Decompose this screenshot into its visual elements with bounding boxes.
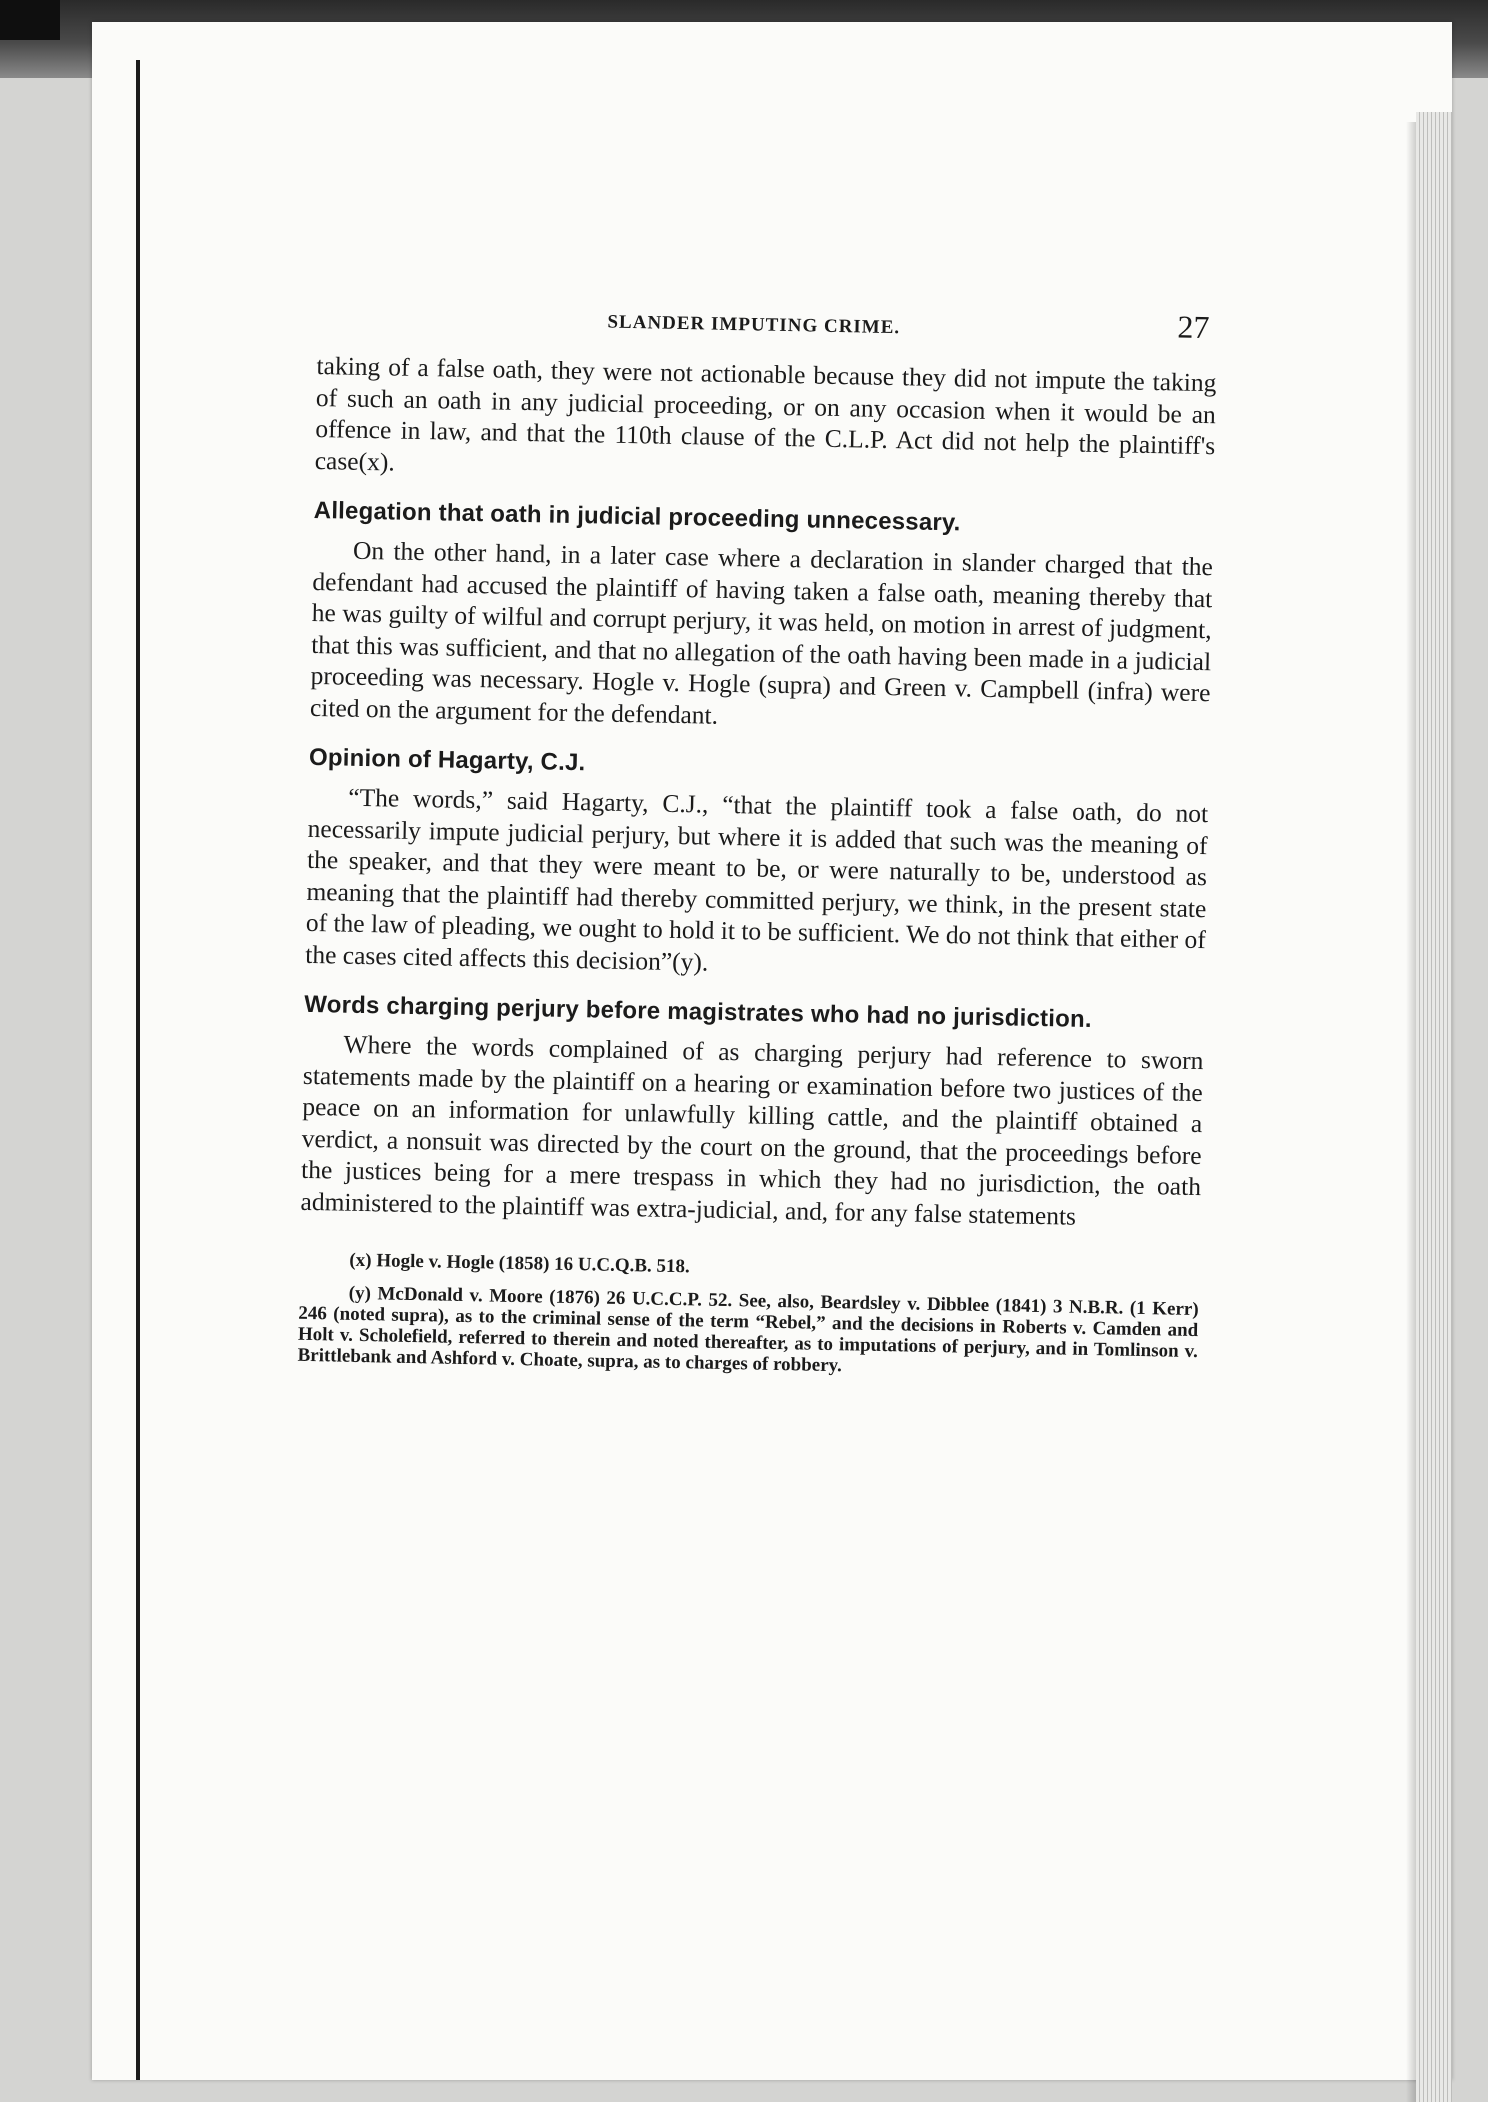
footnote-x: (x) Hogle v. Hogle (1858) 16 U.C.Q.B. 518. <box>349 1249 690 1278</box>
paragraph-opinion-quote: “The words,” said Hagarty, C.J., “that the plaintiff took a false oath, do not necessarily impute judicial perjury, but where it is added that such was the meaning of the speaker, and that they were meant to be, or were naturally to be, understood as meaning that the plaintiff had thereby committed perjury, we think, in the present state of the law of pleading, we ought to hold it to be sufficient. We do not think that either of the cases cited affects this decision”(y). <box>305 782 1209 977</box>
paragraph-continuation: taking of a false oath, they were not actionable because they did not impute the taking of such an oath in any judicial proceeding, or on any occasion when it would be an offence in law, and that the 110th clause of the C.L.P. Act did not help the plaintiff's case(x). <box>314 350 1217 477</box>
running-title: SLANDER IMPUTING CRIME. <box>607 311 901 339</box>
paragraph-magistrates: Where the words complained of as charging perjury had reference to sworn statements made by the plaintiff on a hearing or examination before two justices of the peace on an information for unlawfully killing cattle, and the plaintiff obtained a verdict, a nonsuit was directed by the court on the ground, that the proceedings before the justices being for a mere trespass in which they had no jurisdiction, the oath administered to the plaintiff was extra-judicial, and, for any false statements <box>300 1029 1204 1231</box>
section-heading-magistrates: Words charging perjury before magistrates who had no jurisdiction. <box>304 990 1092 1033</box>
page-number: 27 <box>1177 308 1210 346</box>
footnote-y: (y) McDonald v. Moore (1876) 26 U.C.C.P. 52. See, also, Beardsley v. Dibblee (1841) 3 N.B.R. (1 Kerr) 246 (noted supra), as to the criminal sense of the term “Rebel,” and the decisions in Roberts v. Camden and Holt v. Scholefield, referred to therein and noted thereafter, as to imputations of perjury, and in Tomlinson v. Brittlebank and Ashford v. Choate, supra, as to charges of robbery. <box>297 1282 1199 1377</box>
book-page-stack <box>1416 112 1452 2102</box>
text-block <box>297 292 1218 1395</box>
footnotes <box>297 1249 1199 1383</box>
gutter-rule <box>136 60 140 2080</box>
scan-corner-tab <box>0 0 60 40</box>
section-heading-opinion: Opinion of Hagarty, C.J. <box>308 743 586 777</box>
section-heading-allegation: Allegation that oath in judicial proceeding unnecessary. <box>313 496 961 537</box>
page-edge-shadow <box>1406 122 1416 2102</box>
paragraph-later-case: On the other hand, in a later case where a declaration in slander charged that the defendant had accused the plaintiff of having taken a false oath, meaning thereby that he was guilty of wilful and corrupt perjury, it was held, on motion in arrest of judgment, that this was sufficient, and that no allegation of the oath having been made in a judicial proceeding was necessary. Hogle v. Hogle (supra) and Green v. Campbell (infra) were cited on the argument for the defendant. <box>309 535 1214 730</box>
